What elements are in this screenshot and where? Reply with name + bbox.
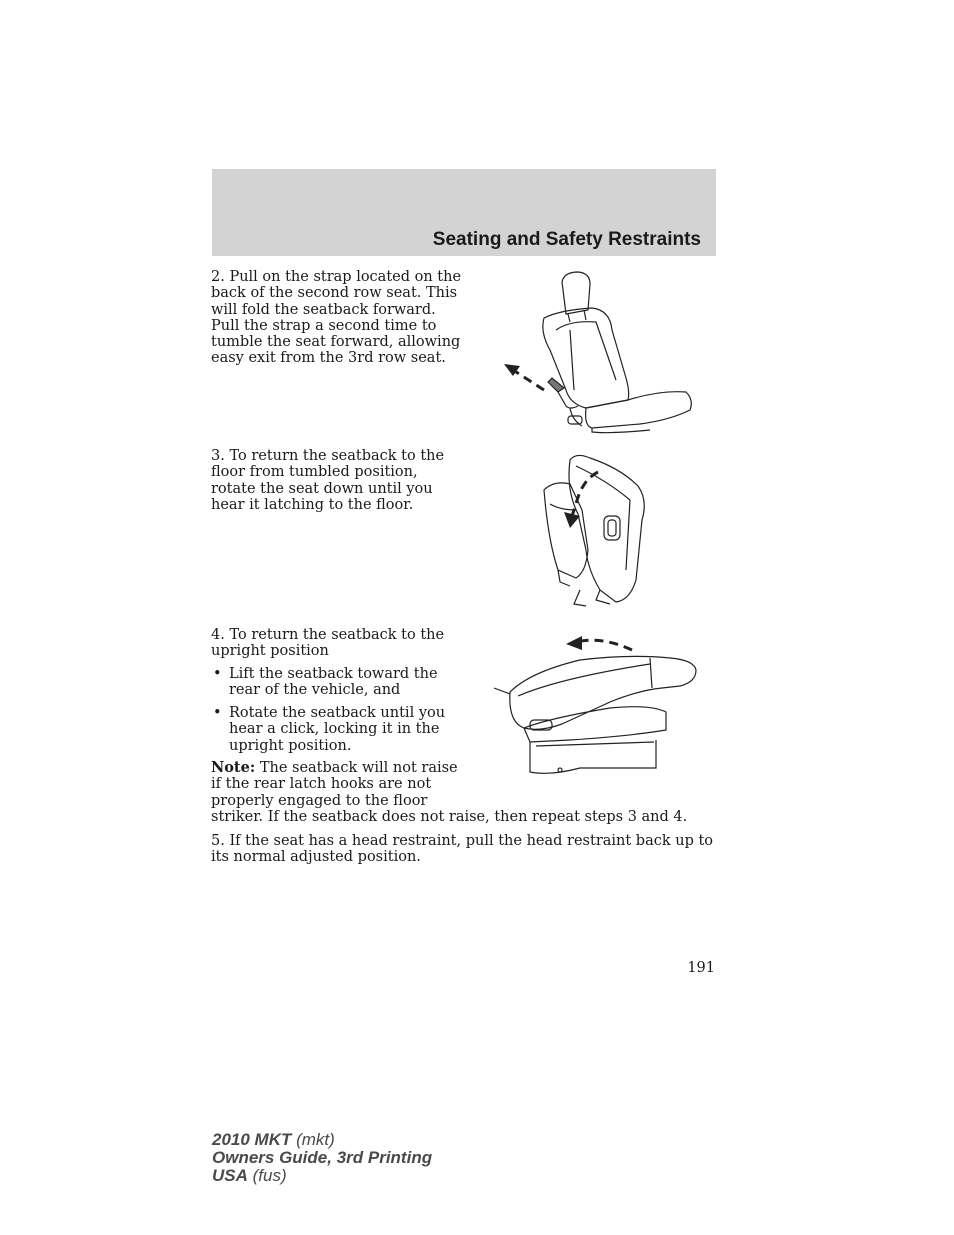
footer-imprint [212, 1131, 432, 1185]
step-5-text: 5. If the seat has a head restraint, pull the head restraint back up to its normal adjusted position. [211, 833, 714, 866]
list-item [211, 666, 463, 699]
footer-model-code: (mkt) [296, 1130, 335, 1149]
seat-strap-pull-illustration [500, 270, 700, 435]
note-paragraph [211, 760, 463, 809]
bullet-glyph: • [213, 666, 222, 682]
step-2-text: 2. Pull on the strap located on the back of the second row seat. This will fold the seatback forward. Pull the strap a second time to tumble the seat forward, allowing easy exit from the 3rd row seat. [211, 269, 462, 367]
note-label: Note: [211, 759, 256, 776]
footer-region: USA [212, 1166, 248, 1185]
footer-model-line [212, 1131, 432, 1149]
list-item-text: Lift the seatback toward the rear of the vehicle, and [229, 666, 438, 699]
footer-guide: Owners Guide, 3rd Printing [212, 1148, 433, 1167]
seatback-folded-illustration [490, 632, 705, 782]
list-item-text: Rotate the seatback until you hear a click, locking it in the upright position. [229, 705, 446, 754]
note-continued-text: striker. If the seatback does not raise, then repeat steps 3 and 4. [211, 809, 688, 825]
section-title: Seating and Safety Restraints [432, 229, 701, 250]
seat-tumbled-illustration [530, 450, 660, 610]
footer-region-line [212, 1167, 432, 1185]
step-3-text: 3. To return the seatback to the floor from tumbled position, rotate the seat down until you hear it latching to the floor. [211, 448, 445, 513]
step-4-bullet-list [211, 666, 463, 760]
footer-region-code: (fus) [252, 1166, 287, 1185]
list-item [211, 705, 463, 754]
bullet-glyph: • [213, 705, 222, 722]
step-4-intro: 4. To return the seatback to the upright position [211, 627, 445, 660]
section-header-band [212, 169, 716, 256]
note-text: The seatback will not raise if the rear latch hooks are not properly engaged to the floor [211, 760, 458, 809]
footer-model: 2010 MKT [212, 1130, 292, 1149]
page-number: 191 [687, 960, 715, 976]
